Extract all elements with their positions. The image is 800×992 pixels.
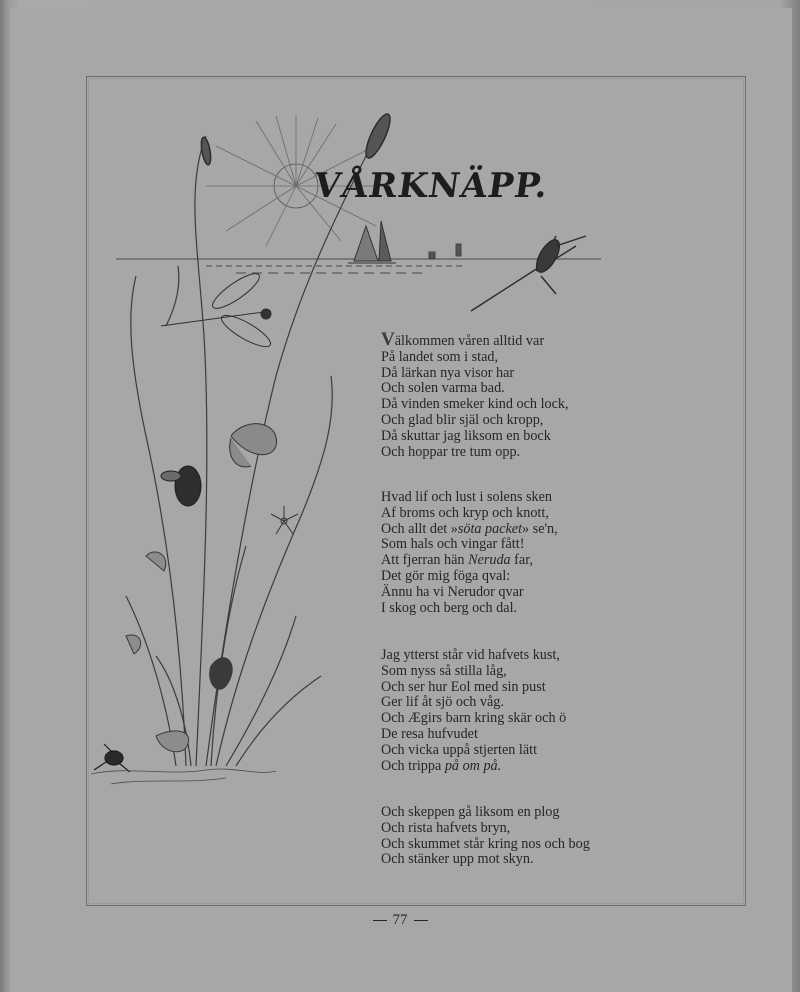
beetle-icon [94,744,130,772]
poem-line: Och hoppar tre tum opp. [381,443,521,460]
sailboat-icon [348,221,396,263]
line-text: Och allt det » [381,520,458,537]
poem-line: Det gör mig föga qval: [381,567,511,584]
poem-line: Och Ægirs barn kring skär och ö [381,710,567,727]
stanza-2 [381,490,558,616]
line-text: älkommen våren alltid var [394,333,545,349]
stanza-3 [381,648,566,774]
poem-line: Hvad lif och lust i solens sken [381,489,553,505]
poem-line: Och stänker upp mot skyn. [381,851,534,868]
poem-line: Då lärkan nya visor har [381,364,515,381]
poem-line: Då vinden smeker kind och lock, [381,396,569,413]
stanza-1 [381,329,569,460]
poem-line: Och skeppen gå liksom en plog [381,804,560,820]
drop-cap: V [381,329,395,350]
page-title: VÅRKNÄPP. [311,166,552,206]
poem-line: Som nyss så stilla låg, [381,662,507,679]
poem-line: Då skuttar jag liksom en bock [381,427,551,444]
poem-line: Och vicka uppå stjerten lätt [381,741,538,758]
page-number-text: 77 [392,912,408,928]
line-text: Och trippa [381,757,445,774]
line-text: far, [510,552,533,569]
poem-line: Ännu ha vi Nerudor qvar [381,583,524,600]
poem-line: Och ser hur Eol med sin pust [381,678,546,695]
poem-line: På landet som i stad, [381,348,499,365]
dragonfly-icon [161,268,274,352]
poem-line: Som hals och vingar fått! [381,536,525,553]
poem-line: De resa hufvudet [381,725,478,742]
distant-boats-icon [429,244,461,258]
stanza-4 [381,805,590,868]
italic-text: på om på. [444,757,502,774]
poem-line: Och solen varma bad. [381,380,505,397]
poem-line: Jag ytterst står vid hafvets kust, [381,647,560,663]
poem-line [381,759,566,775]
poem-line: Och glad blir själ och kropp, [381,411,544,428]
poem-line: Och skummet står kring nos och bog [381,835,590,852]
dash-right [414,920,428,921]
bee-icon [161,466,201,506]
flower-icon [271,506,298,534]
poem-line [381,553,558,569]
page-number [0,912,800,929]
line-text: Att fjerran hän [381,552,469,569]
italic-text: söta packet [457,520,523,537]
line-text: » se'n, [522,520,558,537]
poem-line [381,329,569,350]
poem-line [381,522,558,538]
butterfly-icon [230,424,277,467]
poem-line: Och rista hafvets bryn, [381,819,511,836]
grasshopper-icon [471,236,586,311]
poem-line: I skog och berg och dal. [381,599,518,616]
poem-line: Ger lif åt sjö och våg. [381,694,504,711]
ground [91,769,276,784]
italic-text: Neruda [468,552,511,569]
poem-line: Af broms och kryp och knott, [381,504,549,521]
dash-left [373,920,387,921]
